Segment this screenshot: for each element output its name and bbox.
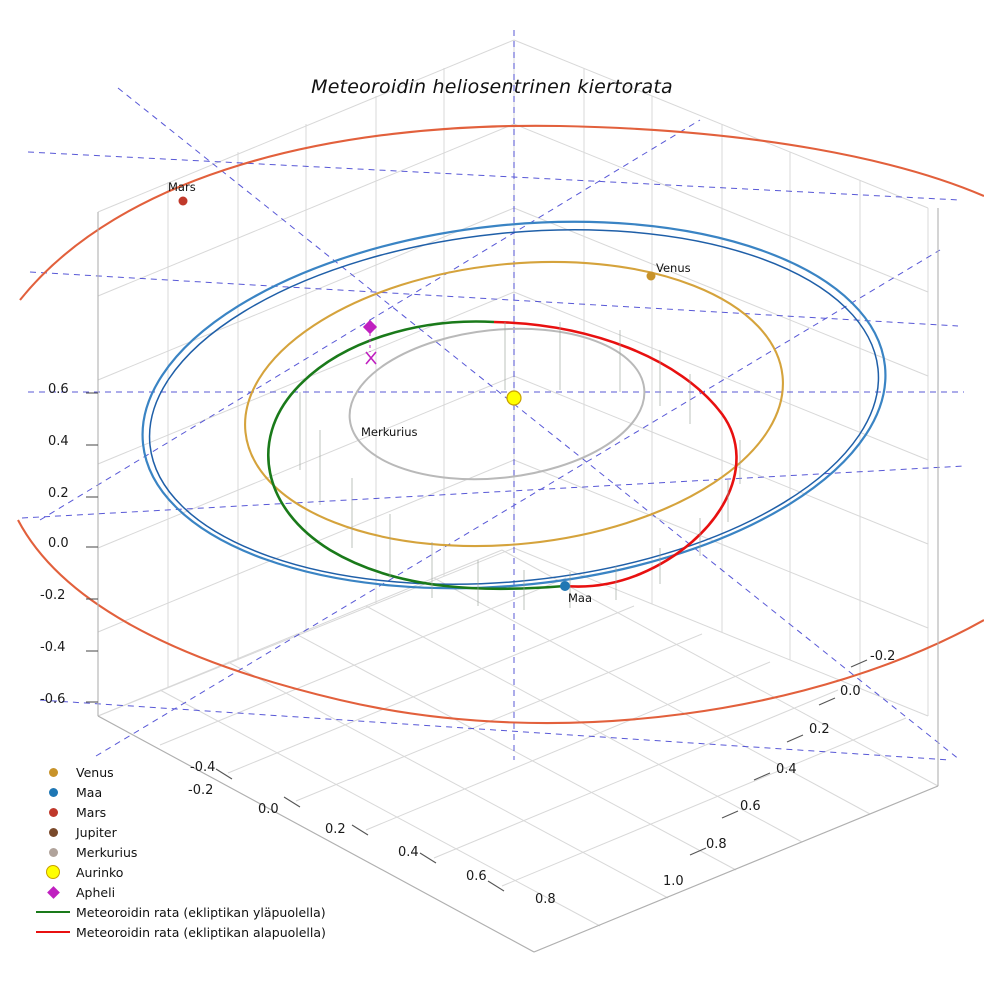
reference-lines bbox=[22, 30, 964, 760]
z-tick-label: -0.6 bbox=[40, 692, 66, 707]
legend-item-venus bbox=[30, 762, 360, 782]
aphelion-marker bbox=[363, 320, 377, 334]
y-tick-label: 0.6 bbox=[466, 869, 487, 884]
legend-item-aurinko bbox=[30, 862, 360, 882]
legend-item-jupiter bbox=[30, 822, 360, 842]
legend-label: Aurinko bbox=[76, 864, 124, 880]
line-swatch-icon bbox=[30, 911, 76, 913]
dot-marker-icon bbox=[30, 788, 76, 797]
x-tick-label: 1.0 bbox=[663, 874, 684, 889]
dot-marker-icon bbox=[30, 865, 76, 879]
x-tick-label: 0.8 bbox=[706, 837, 727, 852]
sun-marker bbox=[507, 391, 521, 405]
x-tick-label: 0.4 bbox=[776, 762, 797, 777]
legend-label: Meteoroidin rata (ekliptikan alapuolella) bbox=[76, 924, 326, 940]
y-tick-label: -0.2 bbox=[188, 783, 214, 798]
diamond-marker-icon bbox=[30, 888, 76, 897]
mars-marker bbox=[179, 197, 188, 206]
line-swatch-icon bbox=[30, 931, 76, 933]
dot-marker-icon bbox=[30, 808, 76, 817]
mars-label: Mars bbox=[168, 180, 196, 194]
legend-item-maa bbox=[30, 782, 360, 802]
legend-label: Venus bbox=[76, 764, 114, 780]
page-title: Meteoroidin heliosentrinen kiertorata bbox=[311, 76, 673, 98]
meteoroid-orbit-above bbox=[268, 322, 565, 589]
legend-item-meteoroid-above bbox=[30, 902, 360, 922]
maa-label: Maa bbox=[568, 591, 593, 605]
legend-label: Mars bbox=[76, 804, 107, 820]
chart-legend bbox=[30, 762, 360, 942]
y-tick-label: -0.4 bbox=[190, 760, 216, 775]
legend-label: Merkurius bbox=[76, 844, 138, 860]
mercury-orbit bbox=[342, 315, 652, 493]
z-tick-label: -0.2 bbox=[40, 588, 66, 603]
dot-marker-icon bbox=[30, 828, 76, 837]
dot-marker-icon bbox=[30, 848, 76, 857]
y-tick-label: 0.8 bbox=[535, 892, 556, 907]
legend-item-meteoroid-below bbox=[30, 922, 360, 942]
legend-label: Apheli bbox=[76, 884, 116, 900]
dot-marker-icon bbox=[30, 768, 76, 777]
z-tick-label: 0.4 bbox=[48, 434, 69, 449]
y-tick-label: 0.0 bbox=[258, 802, 279, 817]
legend-item-apheli bbox=[30, 882, 360, 902]
merkurius-label: Merkurius bbox=[361, 425, 418, 439]
x-tick-label: 0.0 bbox=[840, 684, 861, 699]
x-tick-label: -0.2 bbox=[870, 649, 896, 664]
aphelion-projection-marker bbox=[366, 352, 376, 364]
y-tick-label: 0.2 bbox=[325, 822, 346, 837]
z-tick-label: -0.4 bbox=[40, 640, 66, 655]
legend-item-merkurius bbox=[30, 842, 360, 862]
legend-item-mars bbox=[30, 802, 360, 822]
venus-label: Venus bbox=[656, 261, 691, 275]
venus-marker bbox=[647, 272, 656, 281]
legend-label: Maa bbox=[76, 784, 103, 800]
earth-marker bbox=[560, 581, 570, 591]
x-tick-label: 0.2 bbox=[809, 722, 830, 737]
z-tick-label: 0.0 bbox=[48, 536, 69, 551]
legend-label: Meteoroidin rata (ekliptikan yläpuolella) bbox=[76, 904, 326, 920]
z-tick-label: 0.2 bbox=[48, 486, 69, 501]
legend-label: Jupiter bbox=[76, 824, 117, 840]
z-tick-label: 0.6 bbox=[48, 382, 69, 397]
x-tick-label: 0.6 bbox=[740, 799, 761, 814]
y-tick-label: 0.4 bbox=[398, 845, 419, 860]
